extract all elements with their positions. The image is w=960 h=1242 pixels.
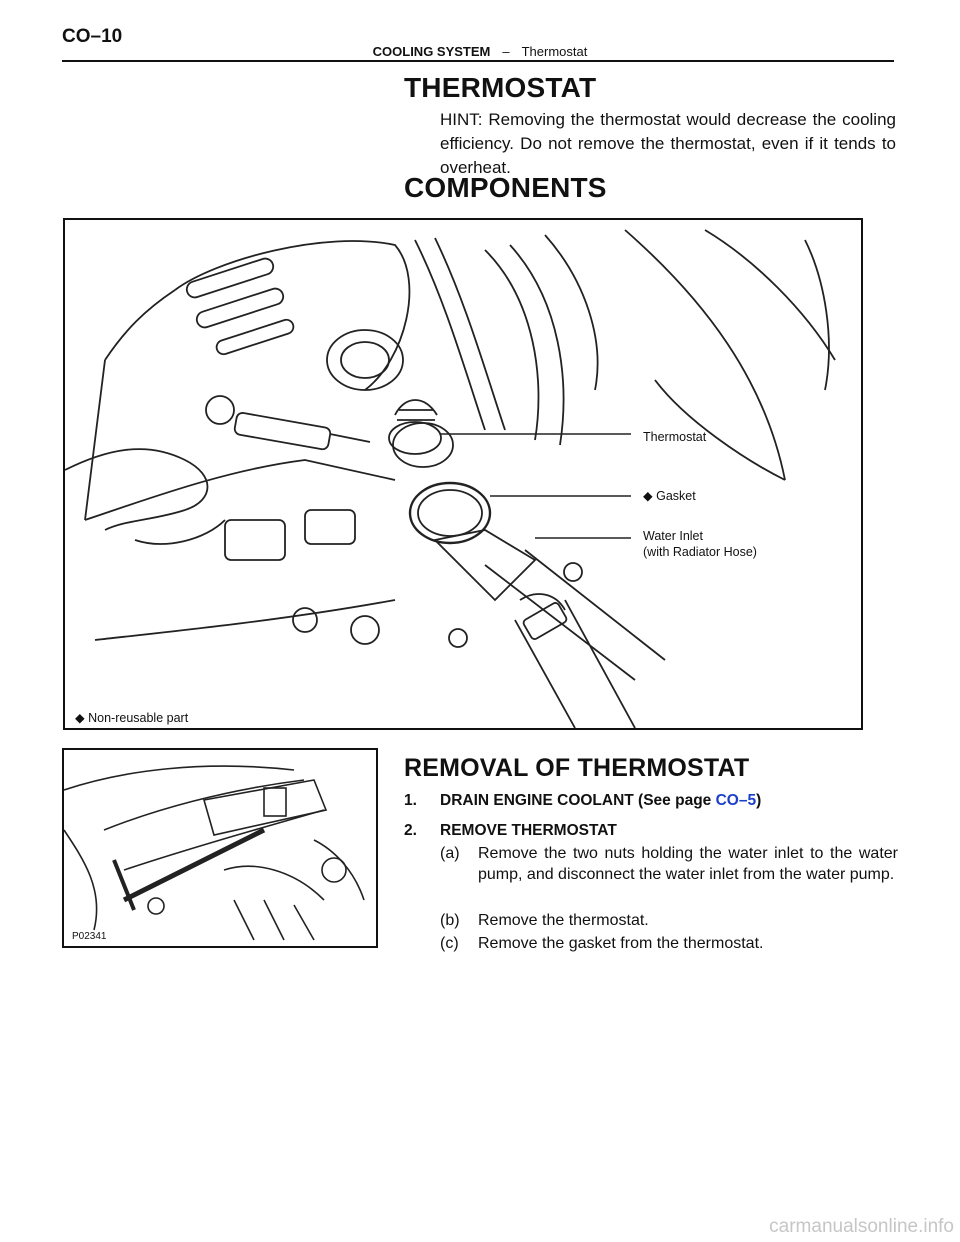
substep-b-text: Remove the thermostat. — [478, 912, 649, 929]
components-figure — [63, 218, 863, 730]
step-2 — [404, 822, 617, 840]
page-number: CO–10 — [62, 26, 123, 47]
substep-c-text: Remove the gasket from the thermostat. — [478, 935, 764, 952]
water-inlet-note: (with Radiator Hose) — [643, 545, 757, 559]
step-2-text: REMOVE THERMOSTAT — [440, 822, 617, 839]
substep-a — [440, 843, 898, 885]
figure-code: P02341 — [72, 931, 107, 942]
step-1-number: 1. — [404, 792, 417, 809]
gasket-label-text: Gasket — [656, 489, 696, 503]
header-section: COOLING SYSTEM — [372, 44, 491, 59]
legend-text: Non-reusable part — [88, 711, 189, 725]
step-2-number: 2. — [404, 822, 417, 839]
substep-c — [440, 933, 898, 954]
components-heading: COMPONENTS — [404, 172, 607, 203]
thermostat-label: Thermostat — [643, 430, 707, 444]
header-separator: – — [502, 44, 510, 59]
header-rule — [62, 60, 894, 62]
legend-marker-icon: ◆ — [75, 711, 85, 725]
substep-a-letter: (a) — [440, 845, 460, 862]
header-subsection: Thermostat — [521, 44, 588, 59]
step-1-close: ) — [756, 792, 762, 809]
page-link-co5[interactable]: CO–5 — [715, 792, 757, 809]
substep-b — [440, 910, 898, 931]
components-illustration — [65, 220, 861, 728]
figure-legend — [75, 710, 188, 725]
substep-a-text: Remove the two nuts holding the water inlet to the water pump, and disconnect the water inlet from the water pump. — [478, 845, 898, 883]
removal-figure — [62, 748, 378, 948]
substep-c-letter: (c) — [440, 935, 459, 952]
gasket-label — [643, 488, 696, 503]
running-header — [0, 44, 960, 59]
page-title: THERMOSTAT — [404, 72, 597, 103]
non-reusable-marker-icon: ◆ — [643, 489, 653, 503]
removal-heading: REMOVAL OF THERMOSTAT — [404, 754, 750, 782]
watermark: carmanualsonline.info — [769, 1216, 954, 1237]
step-1-text: DRAIN ENGINE COOLANT (See page — [440, 792, 716, 809]
step-1 — [404, 792, 761, 810]
substep-b-letter: (b) — [440, 912, 460, 929]
removal-illustration — [64, 750, 376, 946]
water-inlet-label: Water Inlet — [643, 529, 703, 543]
hint-paragraph: HINT: Removing the thermostat would decrease the cooling efficiency. Do not remove the thermostat, even if it tends to overheat. — [440, 110, 896, 177]
